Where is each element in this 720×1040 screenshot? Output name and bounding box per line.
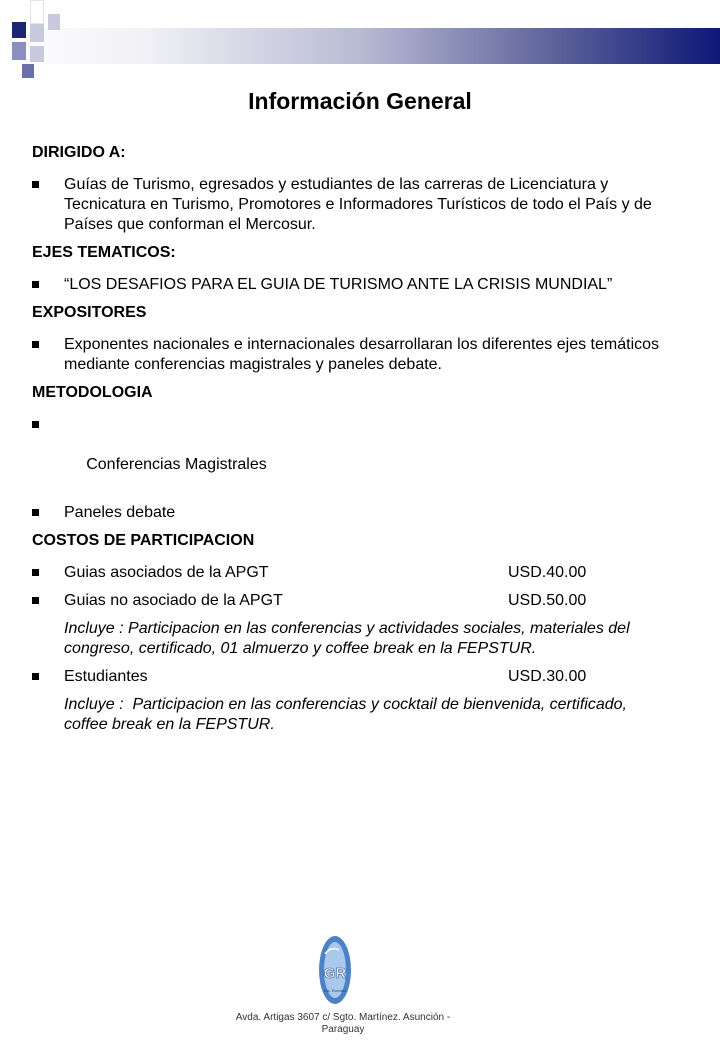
list-item	[32, 335, 672, 375]
bullet-square-icon	[32, 341, 39, 348]
section-heading-expositores: EXPOSITORES	[32, 304, 147, 321]
price-label: Guias asociados de la APGT	[64, 564, 269, 581]
price-value: USD.30.00	[508, 668, 587, 685]
footer-address: Avda. Artigas 3607 c/ Sgto. Martínez. Asunción - Paraguay	[235, 1012, 451, 1035]
bullet-square-icon	[32, 509, 39, 516]
logo-text: GR	[323, 965, 347, 982]
section-heading-ejes: EJES TEMATICOS:	[32, 244, 176, 261]
price-row	[32, 667, 672, 687]
list-item	[32, 415, 672, 495]
bullet-square-icon	[32, 673, 39, 680]
decor-square	[12, 22, 26, 38]
price-label: Estudiantes	[64, 668, 148, 685]
decor-square	[12, 42, 26, 60]
bullet-square-icon	[32, 597, 39, 604]
list-item	[32, 275, 672, 295]
section-heading-dirigido: DIRIGIDO A:	[32, 144, 126, 161]
list-item	[32, 503, 672, 523]
price-label: Guias no asociado de la APGT	[64, 592, 283, 609]
decor-square	[22, 64, 34, 78]
includes-note: Incluye : Participacion en las conferencias y cocktail de bienvenida, certificado, coffee break en la FEPSTUR.	[64, 696, 632, 733]
decor-square	[30, 24, 44, 42]
section-heading-costos: COSTOS DE PARTICIPACION	[32, 532, 255, 549]
bullet-square-icon	[32, 181, 39, 188]
item-text: Paneles debate	[64, 504, 176, 521]
bullet-square-icon	[32, 569, 39, 576]
page-title: Información General	[248, 88, 472, 114]
decor-square	[30, 46, 44, 62]
item-text: “LOS DESAFIOS PARA EL GUIA DE TURISMO ANTE LA CRISIS MUNDIAL”	[64, 276, 613, 293]
gr-eventos-logo	[317, 934, 353, 1012]
includes-note: Incluye : Participacion en las conferencias y actividades sociales, materiales del congreso, certificado, 01 almuerzo y coffee break en la FEPSTUR.	[64, 620, 630, 657]
price-value: USD.50.00	[508, 592, 587, 609]
price-row	[32, 591, 672, 611]
document-body	[32, 143, 672, 743]
section-heading-metodologia: METODOLOGIA	[32, 384, 153, 401]
bullet-square-icon	[32, 281, 39, 288]
logo-subtext: Dis. Eventos	[323, 988, 347, 993]
item-text: Conferencias Magistrales	[81, 456, 267, 473]
decor-square	[30, 0, 44, 24]
price-row	[32, 563, 672, 583]
item-text: Guías de Turismo, egresados y estudiantes de las carreras de Licenciatura y Tecnicatura en Turismo, Promotores e Informadores Turísticos de todo el País y de Países que conforman el Mercosur.	[64, 176, 652, 233]
bullet-square-icon	[32, 421, 39, 428]
item-text: Exponentes nacionales e internacionales desarrollaran los diferentes ejes temáticos mediante conferencias magistrales y paneles debate.	[64, 336, 660, 373]
price-value: USD.40.00	[508, 564, 587, 581]
decor-square	[48, 14, 60, 30]
header-gradient-bar	[0, 28, 720, 64]
list-item	[32, 175, 672, 235]
